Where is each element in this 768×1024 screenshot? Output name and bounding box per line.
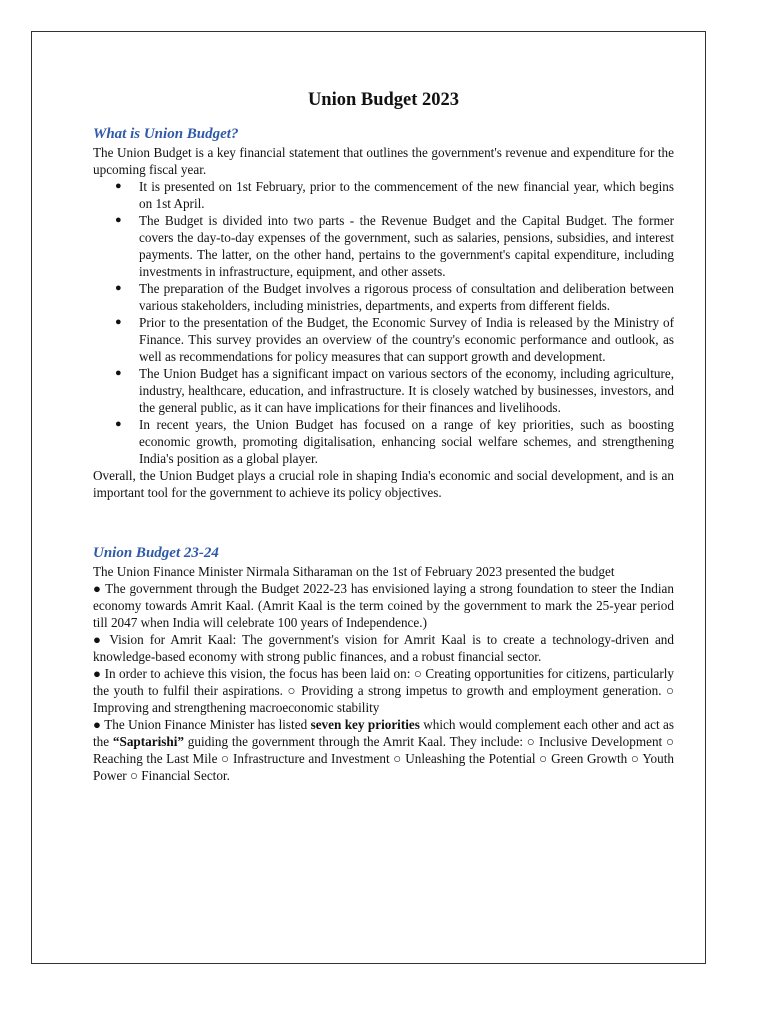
priorities-paragraph (93, 716, 674, 784)
bullet-icon: ● (115, 418, 122, 430)
list-item-text: The Union Budget has a significant impact on various sectors of the economy, including agriculture, industry, healthcare, education, and infrastructure. It is closely watched by businesses, investors, and the general public, as it can have implications for their finances and livelihoods. (139, 366, 674, 415)
document-body (93, 88, 674, 784)
list-item-text: The preparation of the Budget involves a rigorous process of consultation and deliberation between various stakeholders, including ministries, departments, and experts from different fields. (139, 281, 674, 313)
conclusion-paragraph: Overall, the Union Budget plays a crucial role in shaping India's economic and social development, and is an important tool for the government to achieve its policy objectives. (93, 468, 674, 500)
list-item (93, 178, 674, 212)
list-item (93, 212, 674, 280)
priorities-text-1: ● The Union Finance Minister has listed (93, 717, 311, 732)
bullet-icon: ● (115, 367, 122, 379)
list-item-text: The Budget is divided into two parts - the Revenue Budget and the Capital Budget. The former covers the day-to-day expenses of the government, such as salaries, pensions, subsidies, and interest payments. The latter, on the other hand, pertains to the government's capital expenditure, including investments in infrastructure, equipment, and other assets. (139, 213, 674, 279)
focus-paragraph: ● In order to achieve this vision, the focus has been laid on: ○ Creating opportunities for citizens, particularly the youth to fulfil their aspirations. ○ Providing a strong impetus to growth and employment generation. ○ Improving and strengthening macroeconomic stability (93, 666, 674, 715)
list-item (93, 365, 674, 416)
vision-paragraph: ● Vision for Amrit Kaal: The government's vision for Amrit Kaal is to create a technology-driven and knowledge-based economy with strong public finances, and a robust financial sector. (93, 632, 674, 664)
bullet-icon: ● (115, 180, 122, 192)
intro-paragraph: The Union Budget is a key financial statement that outlines the government's revenue and expenditure for the upcoming fiscal year. (93, 145, 674, 177)
section-heading-budget-23-24: Union Budget 23-24 (93, 545, 219, 561)
list-item-text: In recent years, the Union Budget has focused on a range of key priorities, such as boosting economic growth, promoting digitalisation, enhancing social welfare schemes, and strengthening India's position as a global player. (139, 417, 674, 466)
seven-key-priorities: seven key priorities (310, 717, 420, 732)
amrit-kaal-paragraph: ● The government through the Budget 2022-23 has envisioned laying a strong foundation to steer the Indian economy towards Amrit Kaal. (Amrit Kaal is the term coined by the government to mark the 25-year period till 2047 when India will celebrate 100 years of Independence.) (93, 581, 674, 630)
document-title: Union Budget 2023 (307, 90, 460, 110)
list-item (93, 416, 674, 467)
list-item-text: It is presented on 1st February, prior to the commencement of the new financial year, which begins on 1st April. (139, 179, 674, 211)
priorities-text-2: which would complement each other and act as the (93, 717, 674, 749)
priorities-text-3: guiding the government through the Amrit Kaal. They include: ○ Inclusive Development ○ Reaching the Last Mile ○ Infrastructure and Investment ○ Unleashing the Potential ○ Green Growth ○ Youth Power ○ Financial Sector. (93, 734, 674, 783)
bullet-icon: ● (115, 316, 122, 328)
section-spacer (93, 501, 674, 543)
bullet-icon: ● (115, 282, 122, 294)
section-heading-what-is-budget: What is Union Budget? (93, 126, 239, 142)
presentation-paragraph: The Union Finance Minister Nirmala Sitharaman on the 1st of February 2023 presented the budget (93, 564, 615, 579)
list-item (93, 280, 674, 314)
saptarishi-term: “Saptarishi” (112, 734, 184, 749)
list-item-text: Prior to the presentation of the Budget, the Economic Survey of India is released by the Ministry of Finance. This survey provides an overview of the country's economic performance and outlook, as well as recommendations for policy measures that can support growth and development. (139, 315, 674, 364)
budget-facts-list (93, 178, 674, 467)
bullet-icon: ● (115, 214, 122, 226)
list-item (93, 314, 674, 365)
